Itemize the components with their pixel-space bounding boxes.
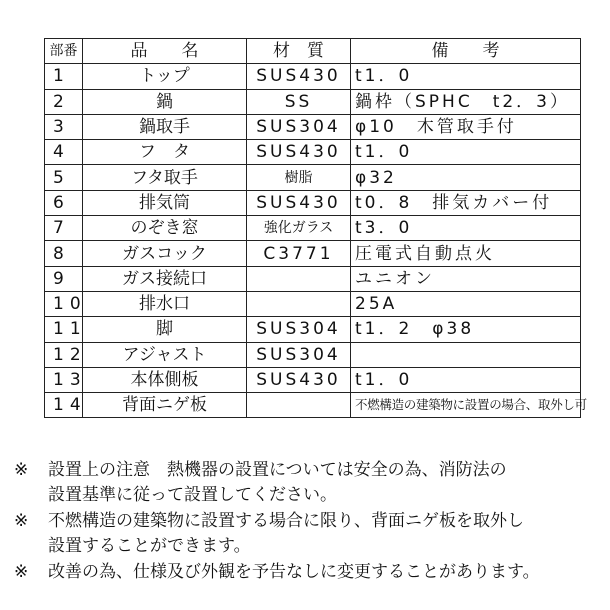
remarks-cell: ユニオン	[351, 266, 581, 291]
part-number-cell: 10	[45, 291, 83, 316]
part-number-cell: 4	[45, 140, 83, 165]
part-name-cell: 鍋	[83, 89, 247, 114]
table-row	[45, 317, 581, 342]
table-row	[45, 89, 581, 114]
table-row	[45, 190, 581, 215]
material-cell	[247, 266, 351, 291]
material-cell	[247, 393, 351, 418]
material-cell: SUS430	[247, 140, 351, 165]
remarks-cell: t0．8 排気カバー付	[351, 190, 581, 215]
material-cell: SS	[247, 89, 351, 114]
remarks-cell: t3．0	[351, 216, 581, 241]
note-line: 設置上の注意 熱機器の設置については安全の為、消防法の	[48, 460, 507, 480]
remarks-cell: 25A	[351, 291, 581, 316]
remarks-cell	[351, 342, 581, 367]
part-number-cell: 8	[45, 241, 83, 266]
part-number-cell: 6	[45, 190, 83, 215]
table-row	[45, 393, 581, 418]
table-row	[45, 367, 581, 392]
remarks-cell: 圧電式自動点火	[351, 241, 581, 266]
part-number-cell: 2	[45, 89, 83, 114]
header-remarks: 備 考	[351, 39, 581, 64]
table-row	[45, 216, 581, 241]
part-number-cell: 12	[45, 342, 83, 367]
table-row	[45, 140, 581, 165]
remarks-cell: 不燃構造の建築物に設置の場合、取外し可	[351, 393, 581, 418]
note-mark: ※	[14, 460, 29, 480]
table-row	[45, 64, 581, 89]
parts-table	[44, 38, 587, 418]
note-item	[14, 509, 604, 558]
part-name-cell: トップ	[83, 64, 247, 89]
material-cell: SUS304	[247, 342, 351, 367]
part-number-cell: 3	[45, 114, 83, 139]
remarks-cell: φ32	[351, 165, 581, 190]
material-cell: 樹脂	[247, 165, 351, 190]
part-number-cell: 14	[45, 393, 83, 418]
part-name-cell: 排水口	[83, 291, 247, 316]
table-row	[45, 266, 581, 291]
part-number-cell: 1	[45, 64, 83, 89]
note-mark: ※	[14, 562, 29, 582]
note-item	[14, 458, 604, 507]
part-name-cell: フタ取手	[83, 165, 247, 190]
part-name-cell: ガス接続口	[83, 266, 247, 291]
remarks-cell: φ10 木管取手付	[351, 114, 581, 139]
part-name-cell: アジャスト	[83, 342, 247, 367]
material-cell: SUS304	[247, 114, 351, 139]
note-item	[14, 560, 604, 585]
material-cell: C3771	[247, 241, 351, 266]
header-part-no: 部番	[45, 39, 83, 64]
remarks-cell: t1．0	[351, 64, 581, 89]
remarks-cell: t1．0	[351, 367, 581, 392]
table-row	[45, 241, 581, 266]
table-row	[45, 342, 581, 367]
material-cell: SUS430	[247, 367, 351, 392]
remarks-cell: 鍋枠（SPHC t2．3）	[351, 89, 581, 114]
header-row	[45, 39, 581, 64]
part-name-cell: 鍋取手	[83, 114, 247, 139]
part-name-cell: フ タ	[83, 140, 247, 165]
material-cell: 強化ガラス	[247, 216, 351, 241]
note-line: 改善の為、仕様及び外観を予告なしに変更することがあります。	[48, 562, 540, 582]
remarks-cell: t1．2 φ38	[351, 317, 581, 342]
part-name-cell: 脚	[83, 317, 247, 342]
remarks-cell: t1．0	[351, 140, 581, 165]
material-cell: SUS430	[247, 64, 351, 89]
part-name-cell: ガスコック	[83, 241, 247, 266]
material-cell: SUS304	[247, 317, 351, 342]
note-text	[48, 458, 604, 507]
table-row	[45, 165, 581, 190]
note-line: 不燃構造の建築物に設置する場合に限り、背面ニゲ板を取外し	[48, 511, 524, 531]
part-number-cell: 11	[45, 317, 83, 342]
notes-section	[14, 458, 604, 587]
table-row	[45, 114, 581, 139]
header-part-name: 品 名	[83, 39, 247, 64]
part-number-cell: 13	[45, 367, 83, 392]
part-name-cell: 本体側板	[83, 367, 247, 392]
table-row	[45, 291, 581, 316]
header-material: 材 質	[247, 39, 351, 64]
note-text	[48, 509, 604, 558]
part-number-cell: 5	[45, 165, 83, 190]
note-mark: ※	[14, 511, 29, 531]
part-name-cell: 背面ニゲ板	[83, 393, 247, 418]
part-number-cell: 9	[45, 266, 83, 291]
note-text	[48, 560, 604, 585]
material-cell	[247, 291, 351, 316]
note-line: 設置することができます。	[48, 535, 251, 556]
part-name-cell: 排気筒	[83, 190, 247, 215]
part-name-cell: のぞき窓	[83, 216, 247, 241]
material-cell: SUS430	[247, 190, 351, 215]
part-number-cell: 7	[45, 216, 83, 241]
note-line: 設置基準に従って設置してください。	[48, 484, 337, 505]
